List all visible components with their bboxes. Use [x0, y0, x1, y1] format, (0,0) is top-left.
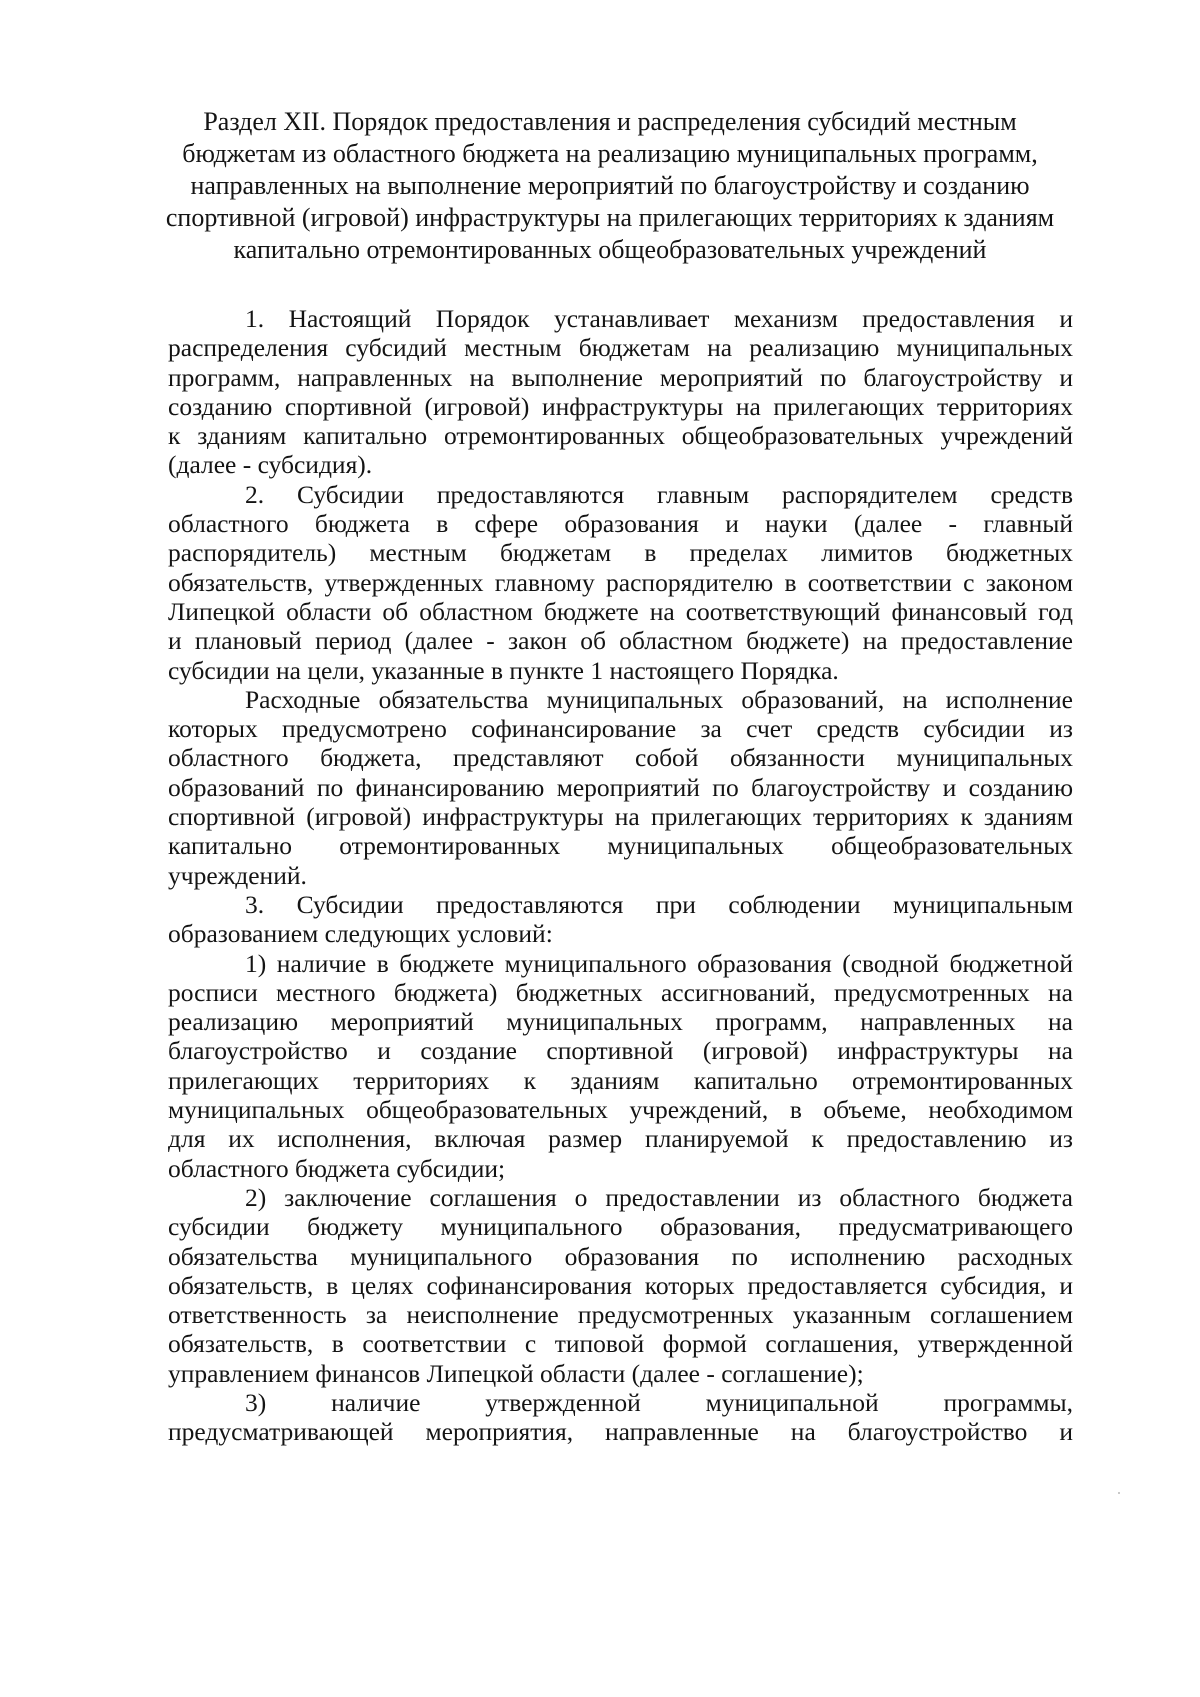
- condition-1-line: 1) наличие в бюджете муниципального образования (сводной бюджетной: [245, 948, 1073, 978]
- paragraph-1-line: распределения субсидий местным бюджетам на реализацию муниципальных: [168, 333, 1073, 363]
- section-heading: [160, 106, 1060, 266]
- condition-2-line: обязательства муниципального образования по исполнению расходных: [168, 1241, 1073, 1271]
- paragraph-2b-line: Расходные обязательства муниципальных образований, на исполнение: [245, 684, 1073, 714]
- scan-speck: [1118, 1492, 1120, 1494]
- paragraph-2-line: Липецкой области об областном бюджете на соответствующий финансовый год: [168, 596, 1073, 626]
- document-body: [168, 304, 1073, 1447]
- paragraph-2b-line: капитально отремонтированных муниципальных общеобразовательных: [168, 831, 1073, 861]
- heading-line: капитально отремонтированных общеобразовательных учреждений: [233, 235, 987, 264]
- paragraph-2-line: 2. Субсидии предоставляются главным распорядителем средств: [245, 479, 1073, 509]
- paragraph-2-line: обязательств, утвержденных главному распорядителю в соответствии с законом: [168, 567, 1073, 597]
- condition-2-line: обязательств, в соответствии с типовой формой соглашения, утвержденной: [168, 1329, 1073, 1359]
- paragraph-3-line: образованием следующих условий:: [168, 919, 553, 949]
- paragraph-2-line: и плановый период (далее - закон об областном бюджете) на предоставление: [168, 626, 1073, 656]
- paragraph-2-line: распорядитель) местным бюджетам в пределах лимитов бюджетных: [168, 538, 1073, 568]
- condition-2-line: 2) заключение соглашения о предоставлении из областного бюджета: [245, 1182, 1073, 1212]
- condition-1-line: прилегающих территориях к зданиям капитально отремонтированных: [168, 1065, 1073, 1095]
- condition-1-line: муниципальных общеобразовательных учреждений, в объеме, необходимом: [168, 1095, 1073, 1125]
- paragraph-1-line: (далее - субсидия).: [168, 450, 373, 480]
- heading-line: направленных на выполнение мероприятий по благоустройству и созданию: [190, 171, 1030, 200]
- paragraph-1-line: 1. Настоящий Порядок устанавливает механизм предоставления и: [245, 304, 1073, 333]
- condition-1-line: областного бюджета субсидии;: [168, 1153, 506, 1183]
- condition-1-line: благоустройство и создание спортивной (игровой) инфраструктуры на: [168, 1036, 1073, 1066]
- condition-1-line: росписи местного бюджета) бюджетных ассигнований, предусмотренных на: [168, 977, 1073, 1007]
- heading-line: Раздел XII. Порядок предоставления и распределения субсидий местным: [203, 107, 1017, 136]
- paragraph-2b-line: областного бюджета, представляют собой обязанности муниципальных: [168, 743, 1073, 773]
- paragraph-2b-line: спортивной (игровой) инфраструктуры на прилегающих территориях к зданиям: [168, 802, 1073, 832]
- condition-1-line: для их исполнения, включая размер планируемой к предоставлению из: [168, 1124, 1073, 1154]
- condition-2-line: субсидии бюджету муниципального образования, предусматривающего: [168, 1212, 1073, 1242]
- condition-2-line: ответственность за неисполнение предусмотренных указанным соглашением: [168, 1300, 1073, 1330]
- condition-3-line: предусматривающей мероприятия, направленные на благоустройство и: [168, 1417, 1073, 1447]
- condition-3-line: 3) наличие утвержденной муниципальной программы,: [245, 1387, 1073, 1417]
- condition-2-line: управлением финансов Липецкой области (далее - соглашение);: [168, 1358, 864, 1388]
- heading-line: спортивной (игровой) инфраструктуры на прилегающих территориях к зданиям: [165, 203, 1055, 232]
- paragraph-1-line: к зданиям капитально отремонтированных общеобразовательных учреждений: [168, 421, 1073, 451]
- paragraph-2-line: субсидии на цели, указанные в пункте 1 настоящего Порядка.: [168, 655, 839, 685]
- paragraph-1-line: программ, направленных на выполнение мероприятий по благоустройству и: [168, 362, 1073, 392]
- paragraph-2b-line: учреждений.: [168, 860, 307, 890]
- paragraph-2-line: областного бюджета в сфере образования и науки (далее - главный: [168, 509, 1073, 539]
- paragraph-2b-line: образований по финансированию мероприятий по благоустройству и созданию: [168, 772, 1073, 802]
- condition-2-line: обязательств, в целях софинансирования которых предоставляется субсидия, и: [168, 1270, 1073, 1300]
- heading-line: бюджетам из областного бюджета на реализацию муниципальных программ,: [182, 139, 1038, 168]
- paragraph-3-line: 3. Субсидии предоставляются при соблюдении муниципальным: [245, 889, 1073, 919]
- paragraph-1-line: созданию спортивной (игровой) инфраструктуры на прилегающих территориях: [168, 391, 1073, 421]
- paragraph-2b-line: которых предусмотрено софинансирование за счет средств субсидии из: [168, 714, 1073, 744]
- condition-1-line: реализацию мероприятий муниципальных программ, направленных на: [168, 1007, 1073, 1037]
